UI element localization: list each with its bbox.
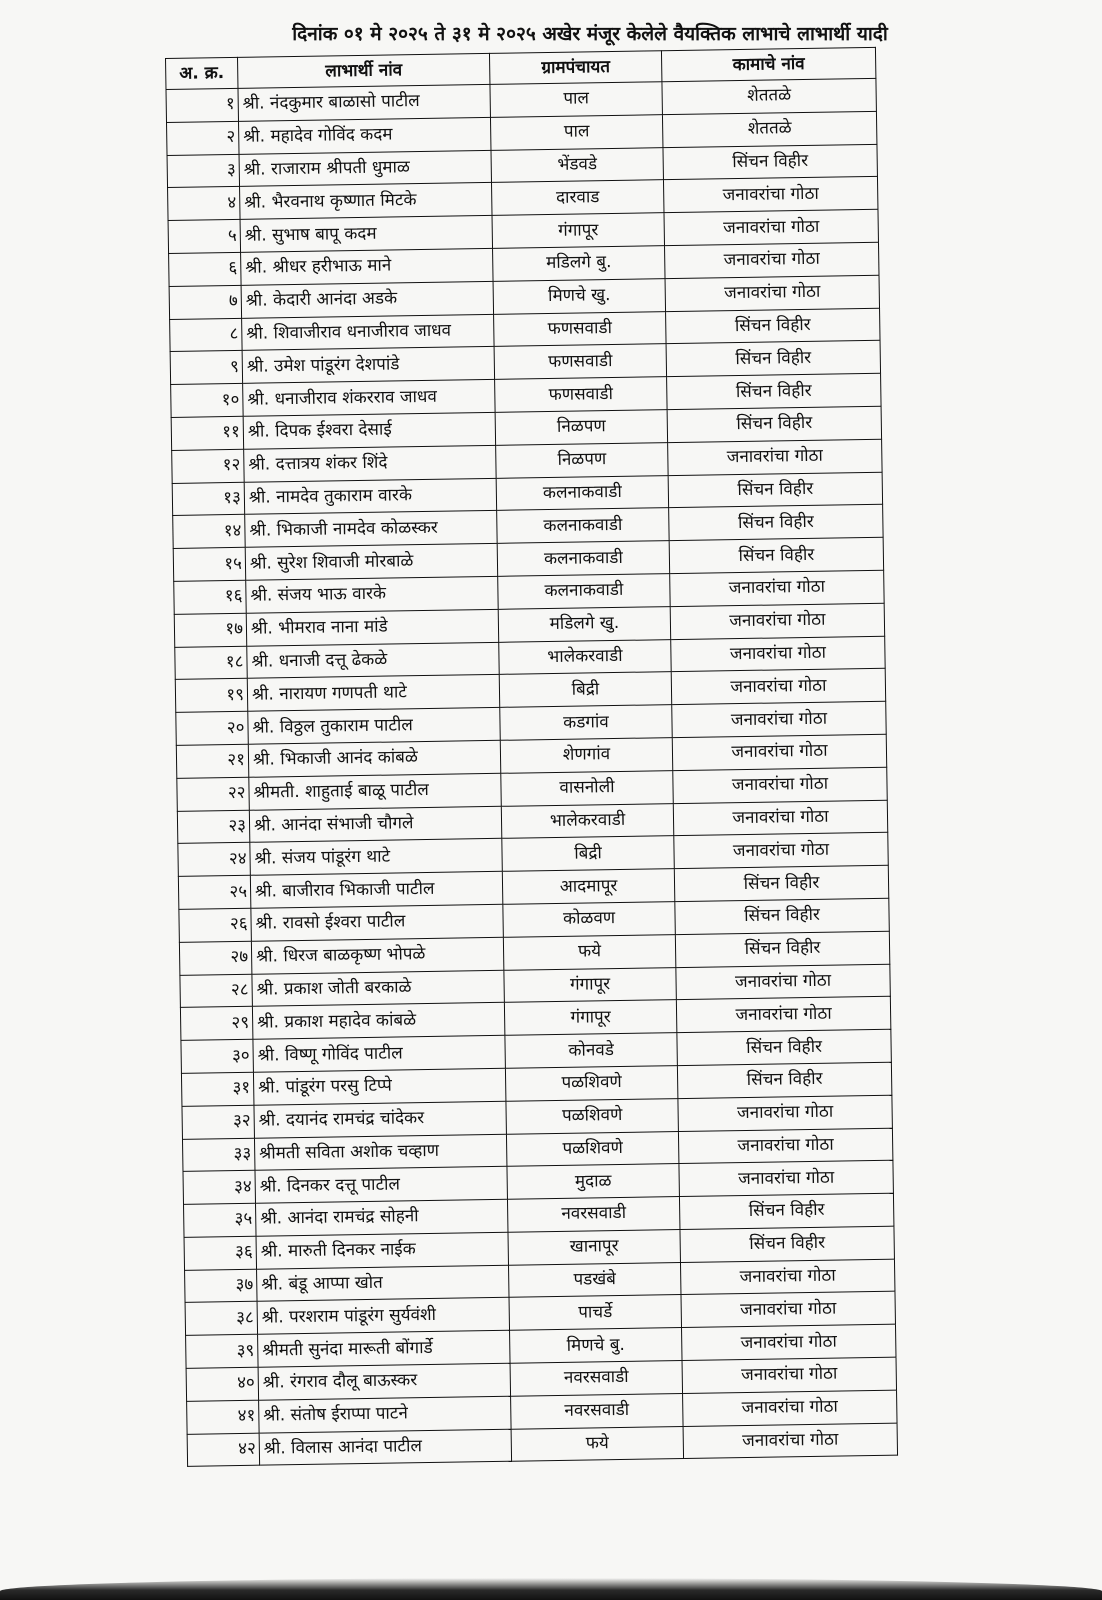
beneficiary-name-cell: श्री. सुभाष बापू कदम — [240, 216, 492, 253]
header-work-name: कामाचे नांव — [661, 47, 875, 81]
serial-no-cell: २४ — [178, 843, 251, 877]
gram-panchayat-cell: गंगापूर — [504, 967, 676, 1002]
serial-no-cell: ४२ — [187, 1433, 260, 1467]
work-name-cell: जनावरांचा गोठा — [683, 1390, 897, 1426]
work-name-cell: जनावरांचा गोठा — [680, 1259, 894, 1295]
work-name-cell: जनावरांचा गोठा — [672, 701, 886, 737]
gram-panchayat-cell: भेंडवडे — [491, 147, 663, 182]
beneficiary-name-cell: श्री. दत्तात्रय शंकर शिंदे — [244, 445, 496, 482]
gram-panchayat-cell: मिणचे खु. — [493, 278, 665, 313]
work-name-cell: जनावरांचा गोठा — [670, 603, 884, 639]
serial-no-cell: ४० — [186, 1367, 259, 1401]
gram-panchayat-cell: बिद्री — [499, 672, 671, 707]
beneficiary-name-cell: श्री. उमेश पांडूरंग देशपांडे — [242, 347, 494, 384]
gram-panchayat-cell: आदमापूर — [502, 869, 674, 904]
gram-panchayat-cell: पाचर्डे — [509, 1295, 681, 1330]
work-name-cell: जनावरांचा गोठा — [671, 636, 885, 672]
gram-panchayat-cell: कोळवण — [503, 902, 675, 937]
serial-no-cell: २ — [167, 121, 240, 155]
beneficiary-name-cell: श्री. बाजीराव भिकाजी पाटील — [250, 871, 502, 908]
work-name-cell: शेततळे — [662, 78, 876, 114]
gram-panchayat-cell: कलनाकवाडी — [498, 574, 670, 609]
serial-no-cell: ३३ — [182, 1138, 255, 1172]
gram-panchayat-cell: मिणचे बु. — [510, 1328, 682, 1363]
beneficiary-name-cell: श्री. रंगराव दौलू बाऊस्कर — [258, 1363, 510, 1400]
serial-no-cell: ३२ — [182, 1105, 255, 1139]
beneficiary-name-cell: श्री. दयानंद रामचंद्र चांदेकर — [254, 1101, 506, 1138]
work-name-cell: सिंचन विहीर — [668, 472, 882, 508]
gram-panchayat-cell: पळशिवणे — [506, 1098, 678, 1133]
gram-panchayat-cell: फये — [503, 934, 675, 969]
beneficiary-name-cell: श्री. विलास आनंदा पाटील — [259, 1429, 511, 1466]
work-name-cell: जनावरांचा गोठा — [673, 767, 887, 803]
serial-no-cell: १० — [171, 383, 244, 417]
beneficiary-name-cell: श्री. प्रकाश महादेव कांबळे — [252, 1003, 504, 1040]
work-name-cell: जनावरांचा गोठा — [682, 1324, 896, 1360]
beneficiary-name-cell: श्री. दिनकर दत्तू पाटील — [255, 1167, 507, 1204]
table-body — [166, 78, 898, 1466]
beneficiary-name-cell: श्री. भिकाजी आनंद कांबळे — [248, 740, 500, 777]
header-beneficiary-name: लाभार्थी नांव — [237, 53, 489, 88]
gram-panchayat-cell: पळशिवणे — [505, 1065, 677, 1100]
work-name-cell: सिंचन विहीर — [667, 406, 881, 442]
beneficiary-name-cell: श्री. आनंदा संभाजी चौगले — [249, 806, 501, 843]
beneficiary-name-cell: श्री. परशराम पांडूरंग सुर्यवंशी — [257, 1298, 509, 1335]
work-name-cell: जनावरांचा गोठा — [678, 1128, 892, 1164]
beneficiary-name-cell: श्री. संतोष ईराप्पा पाटने — [259, 1396, 511, 1433]
work-name-cell: सिंचन विहीर — [675, 931, 889, 967]
gram-panchayat-cell: फणसवाडी — [495, 377, 667, 412]
beneficiary-name-cell: श्री. प्रकाश जोती बरकाळे — [252, 970, 504, 1007]
work-name-cell: जनावरांचा गोठा — [682, 1357, 896, 1393]
serial-no-cell: १६ — [174, 580, 247, 614]
gram-panchayat-cell: मडिलगे बु. — [493, 246, 665, 281]
work-name-cell: सिंचन विहीर — [677, 1029, 891, 1065]
gram-panchayat-cell: नवरसवाडी — [510, 1361, 682, 1396]
serial-no-cell: १५ — [173, 547, 246, 581]
beneficiary-name-cell: श्री. भिकाजी नामदेव कोळस्कर — [245, 511, 497, 548]
beneficiary-name-cell: श्री. रावसो ईश्वरा पाटील — [251, 904, 503, 941]
beneficiary-name-cell: श्री. नामदेव तुकाराम वारके — [244, 478, 496, 515]
gram-panchayat-cell: पडखंबे — [509, 1262, 681, 1297]
gram-panchayat-cell: फणसवाडी — [494, 311, 666, 346]
beneficiary-name-cell: श्री. श्रीधर हरीभाऊ माने — [241, 248, 493, 285]
header-serial-no: अ. क्र. — [166, 57, 238, 89]
serial-no-cell: ४१ — [187, 1400, 260, 1434]
serial-no-cell: ४ — [168, 187, 241, 221]
gram-panchayat-cell: पळशिवणे — [506, 1131, 678, 1166]
work-name-cell: जनावरांचा गोठा — [668, 439, 882, 475]
serial-no-cell: ३६ — [184, 1236, 257, 1270]
gram-panchayat-cell: कोनवडे — [505, 1033, 677, 1068]
serial-no-cell: ११ — [171, 416, 244, 450]
serial-no-cell: ३१ — [181, 1072, 254, 1106]
work-name-cell: जनावरांचा गोठा — [681, 1292, 895, 1328]
gram-panchayat-cell: पाल — [490, 114, 662, 149]
work-name-cell: सिंचन विहीर — [666, 308, 880, 344]
gram-panchayat-cell: गंगापूर — [492, 213, 664, 248]
gram-panchayat-cell: कलनाकवाडी — [497, 508, 669, 543]
gram-panchayat-cell: वासनोली — [501, 770, 673, 805]
page-edge-shadow — [0, 1578, 1102, 1600]
work-name-cell: सिंचन विहीर — [679, 1193, 893, 1229]
serial-no-cell: २३ — [177, 810, 250, 844]
serial-no-cell: ३४ — [183, 1171, 256, 1205]
beneficiary-name-cell: श्री. विठ्ठल तुकाराम पाटील — [248, 707, 500, 744]
beneficiary-name-cell: श्री. महादेव गोविंद कदम — [239, 117, 491, 154]
serial-no-cell: १७ — [174, 613, 247, 647]
gram-panchayat-cell: नवरसवाडी — [511, 1393, 683, 1428]
work-name-cell: सिंचन विहीर — [669, 537, 883, 573]
serial-no-cell: ९ — [170, 351, 243, 385]
beneficiary-name-cell: श्री. भैरवनाथ कृष्णात मिटके — [240, 183, 492, 220]
document-title: दिनांक ०१ मे २०२५ ते ३१ मे २०२५ अखेर मंजूर केलेले वैयक्तिक लाभाचे लाभार्थी यादी — [292, 23, 888, 45]
serial-no-cell: ३८ — [185, 1302, 258, 1336]
beneficiary-name-cell: श्रीमती सुनंदा मारूती बोंगार्डे — [258, 1331, 510, 1368]
serial-no-cell: २८ — [180, 974, 253, 1008]
work-name-cell: जनावरांचा गोठा — [663, 177, 877, 213]
work-name-cell: जनावरांचा गोठा — [665, 242, 879, 278]
serial-no-cell: १ — [166, 88, 239, 122]
work-name-cell: सिंचन विहीर — [674, 865, 888, 901]
serial-no-cell: २० — [176, 711, 249, 745]
gram-panchayat-cell: फणसवाडी — [494, 344, 666, 379]
serial-no-cell: ३५ — [184, 1203, 257, 1237]
serial-no-cell: ६ — [169, 252, 242, 286]
gram-panchayat-cell: खानापूर — [508, 1229, 680, 1264]
beneficiary-name-cell: श्री. बंडू आप्पा खोत — [257, 1265, 509, 1302]
gram-panchayat-cell: बिद्री — [502, 836, 674, 871]
serial-no-cell: ३ — [167, 154, 240, 188]
gram-panchayat-cell: शेणगांव — [500, 738, 672, 773]
serial-no-cell: १४ — [173, 515, 246, 549]
work-name-cell: जनावरांचा गोठा — [672, 734, 886, 770]
work-name-cell: सिंचन विहीर — [677, 1062, 891, 1098]
beneficiary-table-wrapper — [165, 47, 898, 1467]
work-name-cell: सिंचन विहीर — [675, 898, 889, 934]
beneficiary-name-cell: श्री. धिरज बाळकृष्ण भोपळे — [251, 937, 503, 974]
gram-panchayat-cell: कलनाकवाडी — [497, 541, 669, 576]
beneficiary-name-cell: श्री. केदारी आनंदा अडके — [241, 281, 493, 318]
gram-panchayat-cell: मुदाळ — [507, 1164, 679, 1199]
gram-panchayat-cell: कडगांव — [500, 705, 672, 740]
beneficiary-name-cell: श्री. नारायण गणपती थाटे — [247, 675, 499, 712]
work-name-cell: सिंचन विहीर — [669, 505, 883, 541]
beneficiary-table — [165, 47, 898, 1467]
work-name-cell: शेततळे — [662, 111, 876, 147]
beneficiary-name-cell: श्री. पांडूरंग परसु टिप्पे — [253, 1068, 505, 1105]
beneficiary-name-cell: श्री. राजाराम श्रीपती धुमाळ — [239, 150, 491, 187]
beneficiary-name-cell: श्री. भीमराव नाना मांडे — [246, 609, 498, 646]
gram-panchayat-cell: भालेकरवाडी — [501, 803, 673, 838]
work-name-cell: जनावरांचा गोठा — [665, 275, 879, 311]
serial-no-cell: २५ — [178, 875, 251, 909]
serial-no-cell: २९ — [180, 1007, 253, 1041]
serial-no-cell: २१ — [176, 744, 249, 778]
beneficiary-name-cell: श्री. नंदकुमार बाळासो पाटील — [238, 84, 490, 121]
header-gram-panchayat: ग्रामपंचायत — [489, 51, 661, 85]
work-name-cell: जनावरांचा गोठा — [683, 1423, 897, 1459]
beneficiary-name-cell: श्री. शिवाजीराव धनाजीराव जाधव — [242, 314, 494, 351]
gram-panchayat-cell: कलनाकवाडी — [496, 475, 668, 510]
gram-panchayat-cell: गंगापूर — [504, 1000, 676, 1035]
beneficiary-name-cell: श्रीमती सविता अशोक चव्हाण — [254, 1134, 506, 1171]
serial-no-cell: ८ — [170, 318, 243, 352]
gram-panchayat-cell: दारवाड — [492, 180, 664, 215]
beneficiary-name-cell: श्री. धनाजीराव शंकरराव जाधव — [243, 380, 495, 417]
beneficiary-name-cell: श्री. धनाजी दत्तू ढेकळे — [247, 642, 499, 679]
gram-panchayat-cell: नवरसवाडी — [507, 1197, 679, 1232]
serial-no-cell: ५ — [168, 220, 241, 254]
beneficiary-name-cell: श्री. संजय पांडूरंग थाटे — [250, 839, 502, 876]
beneficiary-name-cell: श्री. विष्णू गोविंद पाटील — [253, 1035, 505, 1072]
serial-no-cell: ३९ — [186, 1334, 259, 1368]
serial-no-cell: ३० — [181, 1039, 254, 1073]
gram-panchayat-cell: भालेकरवाडी — [499, 639, 671, 674]
serial-no-cell: १३ — [172, 482, 245, 516]
gram-panchayat-cell: निळपण — [496, 442, 668, 477]
work-name-cell: जनावरांचा गोठा — [674, 833, 888, 869]
work-name-cell: सिंचन विहीर — [666, 341, 880, 377]
serial-no-cell: ७ — [169, 285, 242, 319]
beneficiary-name-cell: श्री. सुरेश शिवाजी मोरबाळे — [245, 543, 497, 580]
work-name-cell: जनावरांचा गोठा — [671, 669, 885, 705]
serial-no-cell: २७ — [179, 941, 252, 975]
gram-panchayat-cell: फये — [511, 1426, 683, 1461]
serial-no-cell: ३७ — [185, 1269, 258, 1303]
gram-panchayat-cell: निळपण — [495, 410, 667, 445]
beneficiary-name-cell: श्री. मारुती दिनकर नाईक — [256, 1232, 508, 1269]
work-name-cell: सिंचन विहीर — [680, 1226, 894, 1262]
work-name-cell: जनावरांचा गोठा — [676, 964, 890, 1000]
beneficiary-name-cell: श्री. आनंदा रामचंद्र सोहनी — [256, 1199, 508, 1236]
work-name-cell: सिंचन विहीर — [667, 373, 881, 409]
serial-no-cell: १२ — [172, 449, 245, 483]
serial-no-cell: १९ — [175, 679, 248, 713]
work-name-cell: जनावरांचा गोठा — [664, 210, 878, 246]
work-name-cell: जनावरांचा गोठा — [679, 1160, 893, 1196]
work-name-cell: जनावरांचा गोठा — [670, 570, 884, 606]
gram-panchayat-cell: मडिलगे खु. — [498, 606, 670, 641]
serial-no-cell: २२ — [177, 777, 250, 811]
beneficiary-name-cell: श्री. दिपक ईश्वरा देसाई — [243, 412, 495, 449]
work-name-cell: सिंचन विहीर — [663, 144, 877, 180]
gram-panchayat-cell: पाल — [490, 82, 662, 117]
beneficiary-name-cell: श्रीमती. शाहुताई बाळू पाटील — [249, 773, 501, 810]
serial-no-cell: २६ — [179, 908, 252, 942]
work-name-cell: जनावरांचा गोठा — [678, 1095, 892, 1131]
beneficiary-name-cell: श्री. संजय भाऊ वारके — [246, 576, 498, 613]
work-name-cell: जनावरांचा गोठा — [676, 997, 890, 1033]
work-name-cell: जनावरांचा गोठा — [673, 800, 887, 836]
serial-no-cell: १८ — [175, 646, 248, 680]
